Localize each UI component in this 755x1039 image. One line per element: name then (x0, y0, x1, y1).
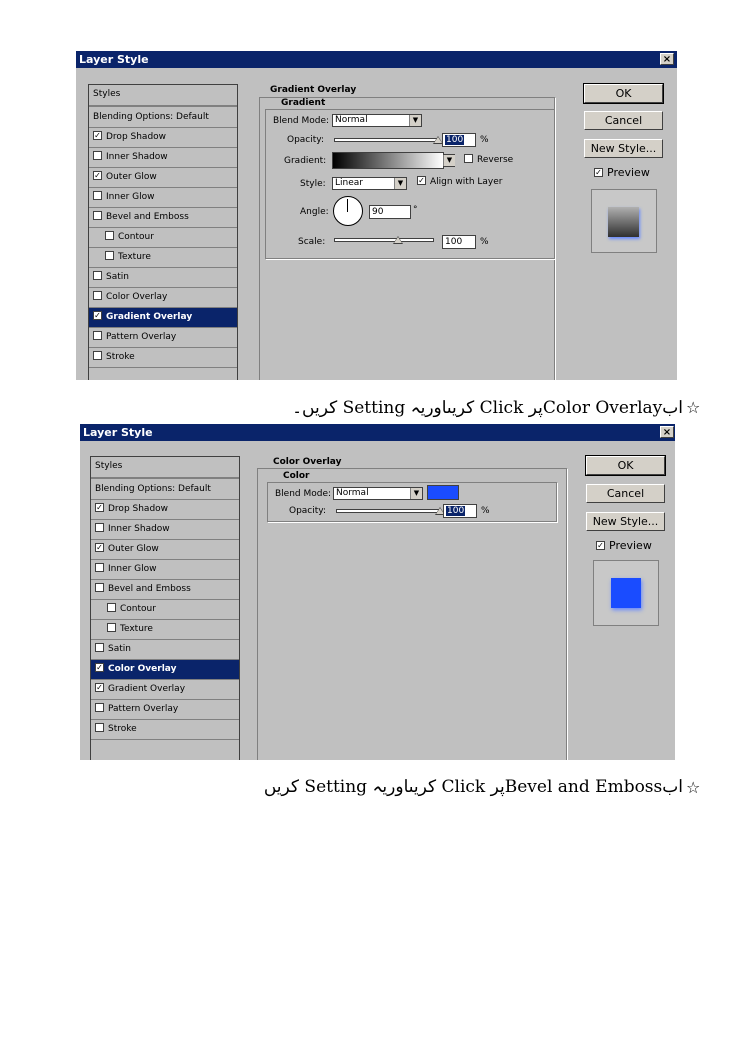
caption-bevel-emboss: ابBevel and Embossپر Click کریںاوریہ Setting کریں (263, 777, 683, 797)
style-preview (593, 560, 659, 626)
dialog-title: Layer Style (79, 53, 149, 66)
chevron-down-icon: ▼ (394, 178, 406, 189)
style-item-label: Blending Options: Default (95, 484, 211, 494)
preview-checkbox[interactable] (596, 539, 652, 552)
style-select[interactable] (332, 177, 407, 190)
reverse-label: Reverse (477, 155, 514, 165)
checkbox-icon[interactable] (95, 703, 104, 712)
style-item-label: Stroke (106, 352, 135, 362)
angle-dial[interactable] (333, 196, 363, 226)
style-item-label: Blending Options: Default (93, 112, 209, 122)
caption-color-overlay: ابColor Overlayپر Click کریںاوریہ Setting کریں۔ (292, 398, 683, 418)
percent-sign: % (480, 237, 489, 247)
checkbox-icon[interactable] (93, 291, 102, 300)
style-item-label: Contour (120, 604, 156, 614)
checkbox-icon[interactable]: ✓ (96, 663, 103, 672)
checkbox-icon[interactable]: ✓ (94, 311, 101, 320)
styles-list (90, 456, 240, 760)
style-item-label: Inner Shadow (108, 524, 170, 534)
preview-label: Preview (609, 539, 652, 552)
style-item[interactable] (89, 228, 237, 248)
style-item[interactable] (89, 328, 237, 348)
align-with-layer-checkbox[interactable] (417, 177, 502, 187)
style-item-label: Bevel and Emboss (106, 212, 189, 222)
checkbox-icon[interactable] (93, 351, 102, 360)
style-item[interactable] (89, 128, 237, 148)
checkbox-icon[interactable]: ✓ (96, 543, 103, 552)
style-item-label: Color Overlay (106, 292, 168, 302)
angle-needle (347, 199, 348, 212)
preview-swatch (611, 578, 641, 608)
style-item-label: Drop Shadow (108, 504, 169, 514)
new-style-button[interactable]: New Style... (586, 512, 665, 531)
angle-label: Angle: (300, 207, 329, 217)
opacity-value: 100 (446, 135, 464, 145)
checkbox-icon[interactable] (95, 583, 104, 592)
chevron-down-icon: ▼ (410, 488, 422, 499)
checkbox-icon[interactable] (93, 271, 102, 280)
scale-slider-thumb[interactable] (393, 236, 403, 244)
opacity-input[interactable] (442, 133, 476, 147)
degree-sign: ° (413, 205, 418, 215)
style-item[interactable] (91, 520, 239, 540)
style-item-label: Outer Glow (106, 172, 157, 182)
opacity-value: 100 (447, 506, 465, 516)
layer-style-dialog-color (80, 424, 675, 760)
style-item[interactable] (91, 620, 239, 640)
checkbox-icon: ✓ (418, 176, 425, 185)
layer-style-dialog-gradient (76, 51, 677, 380)
style-item-label: Texture (120, 624, 153, 634)
star-icon: ☆ (686, 398, 701, 417)
style-item-label: Inner Shadow (106, 152, 168, 162)
close-button[interactable]: × (660, 53, 674, 65)
style-item-label: Styles (93, 89, 121, 99)
style-item[interactable] (91, 560, 239, 580)
percent-sign: % (480, 135, 489, 145)
style-item-label: Outer Glow (108, 544, 159, 554)
style-item[interactable] (91, 500, 239, 520)
opacity-label: Opacity: (287, 135, 324, 145)
preview-checkbox[interactable] (594, 166, 650, 179)
opacity-slider[interactable] (336, 509, 440, 513)
checkbox-icon[interactable]: ✓ (94, 131, 101, 140)
style-item[interactable] (89, 208, 237, 228)
style-item[interactable] (91, 660, 239, 680)
cancel-button[interactable]: Cancel (586, 484, 665, 503)
blend-mode-label: Blend Mode: (273, 116, 330, 126)
checkbox-icon[interactable] (107, 603, 116, 612)
style-item[interactable] (89, 268, 237, 288)
style-item[interactable] (89, 108, 237, 128)
style-item-label: Satin (106, 272, 129, 282)
style-item[interactable] (89, 308, 237, 328)
style-item[interactable] (91, 600, 239, 620)
style-item-label: Pattern Overlay (108, 704, 179, 714)
style-item[interactable] (89, 148, 237, 168)
reverse-checkbox[interactable] (464, 155, 513, 165)
style-item-label: Styles (95, 461, 123, 471)
angle-value: 90 (372, 207, 384, 217)
style-item-label: Stroke (108, 724, 137, 734)
checkbox-icon (464, 154, 473, 163)
checkbox-icon[interactable] (105, 251, 114, 260)
style-item[interactable] (89, 288, 237, 308)
gradient-dropdown[interactable] (443, 154, 455, 167)
opacity-label: Opacity: (289, 506, 326, 516)
style-item-label: Bevel and Emboss (108, 584, 191, 594)
checkbox-icon[interactable]: ✓ (94, 171, 101, 180)
star-icon: ☆ (686, 778, 701, 797)
style-preview (591, 189, 657, 253)
style-item-label: Drop Shadow (106, 132, 167, 142)
style-item[interactable] (89, 348, 237, 368)
blend-mode-value: Normal (336, 488, 369, 498)
blend-mode-select[interactable] (332, 114, 422, 127)
dialog-title: Layer Style (83, 426, 153, 439)
style-item-label: Color Overlay (108, 664, 177, 674)
styles-list (88, 84, 238, 380)
style-item-label: Satin (108, 644, 131, 654)
checkbox-icon: ✓ (597, 540, 604, 550)
blend-mode-select[interactable] (333, 487, 423, 500)
close-button[interactable]: × (660, 426, 674, 438)
percent-sign: % (481, 506, 490, 516)
section-title: Gradient Overlay (267, 85, 359, 95)
style-item[interactable] (89, 248, 237, 268)
chevron-down-icon: ▼ (443, 155, 455, 166)
opacity-input[interactable] (443, 504, 477, 518)
blend-mode-label: Blend Mode: (275, 489, 332, 499)
style-item-label: Gradient Overlay (108, 684, 186, 694)
overlay-color-swatch[interactable] (427, 485, 459, 500)
group-title: Color (280, 471, 313, 481)
section-title: Color Overlay (270, 457, 344, 467)
chevron-down-icon: ▼ (409, 115, 421, 126)
checkbox-icon[interactable] (93, 191, 102, 200)
group-title: Gradient (278, 98, 328, 108)
gradient-label: Gradient: (284, 156, 327, 166)
ok-button[interactable]: OK (586, 456, 665, 475)
style-item[interactable] (91, 700, 239, 720)
style-item[interactable] (91, 457, 239, 479)
style-item[interactable] (91, 680, 239, 700)
style-item[interactable] (89, 168, 237, 188)
scale-slider[interactable] (334, 238, 434, 242)
preview-label: Preview (607, 166, 650, 179)
style-item[interactable] (91, 640, 239, 660)
checkbox-icon: ✓ (595, 167, 602, 177)
style-item[interactable] (91, 580, 239, 600)
opacity-slider[interactable] (334, 138, 438, 142)
angle-input[interactable] (369, 205, 411, 219)
checkbox-icon[interactable] (93, 331, 102, 340)
blend-mode-value: Normal (335, 115, 368, 125)
checkbox-icon[interactable]: ✓ (96, 503, 103, 512)
checkbox-icon[interactable]: ✓ (96, 683, 103, 692)
scale-label: Scale: (298, 237, 326, 247)
ok-button[interactable]: OK (584, 84, 663, 103)
checkbox-icon[interactable] (95, 643, 104, 652)
style-item-label: Contour (118, 232, 154, 242)
style-item[interactable] (91, 480, 239, 500)
style-item[interactable] (89, 188, 237, 208)
cancel-button[interactable]: Cancel (584, 111, 663, 130)
checkbox-icon[interactable] (105, 231, 114, 240)
checkbox-icon[interactable] (93, 151, 102, 160)
style-item[interactable] (89, 85, 237, 107)
style-label: Style: (300, 179, 326, 189)
new-style-button[interactable]: New Style... (584, 139, 663, 158)
preview-swatch (608, 207, 639, 237)
dialog-titlebar (76, 51, 677, 68)
scale-value: 100 (445, 237, 463, 247)
checkbox-icon[interactable] (95, 723, 104, 732)
checkbox-icon[interactable] (107, 623, 116, 632)
style-value: Linear (335, 178, 363, 188)
style-item-label: Gradient Overlay (106, 312, 193, 322)
style-item-label: Pattern Overlay (106, 332, 177, 342)
scale-input[interactable] (442, 235, 476, 249)
style-item-label: Inner Glow (108, 564, 157, 574)
checkbox-icon[interactable] (93, 211, 102, 220)
style-item[interactable] (91, 720, 239, 740)
style-item-label: Inner Glow (106, 192, 155, 202)
checkbox-icon[interactable] (95, 563, 104, 572)
style-item-label: Texture (118, 252, 151, 262)
align-label: Align with Layer (430, 177, 503, 187)
style-item[interactable] (91, 540, 239, 560)
dialog-titlebar (80, 424, 675, 441)
checkbox-icon[interactable] (95, 523, 104, 532)
gradient-picker[interactable] (332, 152, 444, 169)
